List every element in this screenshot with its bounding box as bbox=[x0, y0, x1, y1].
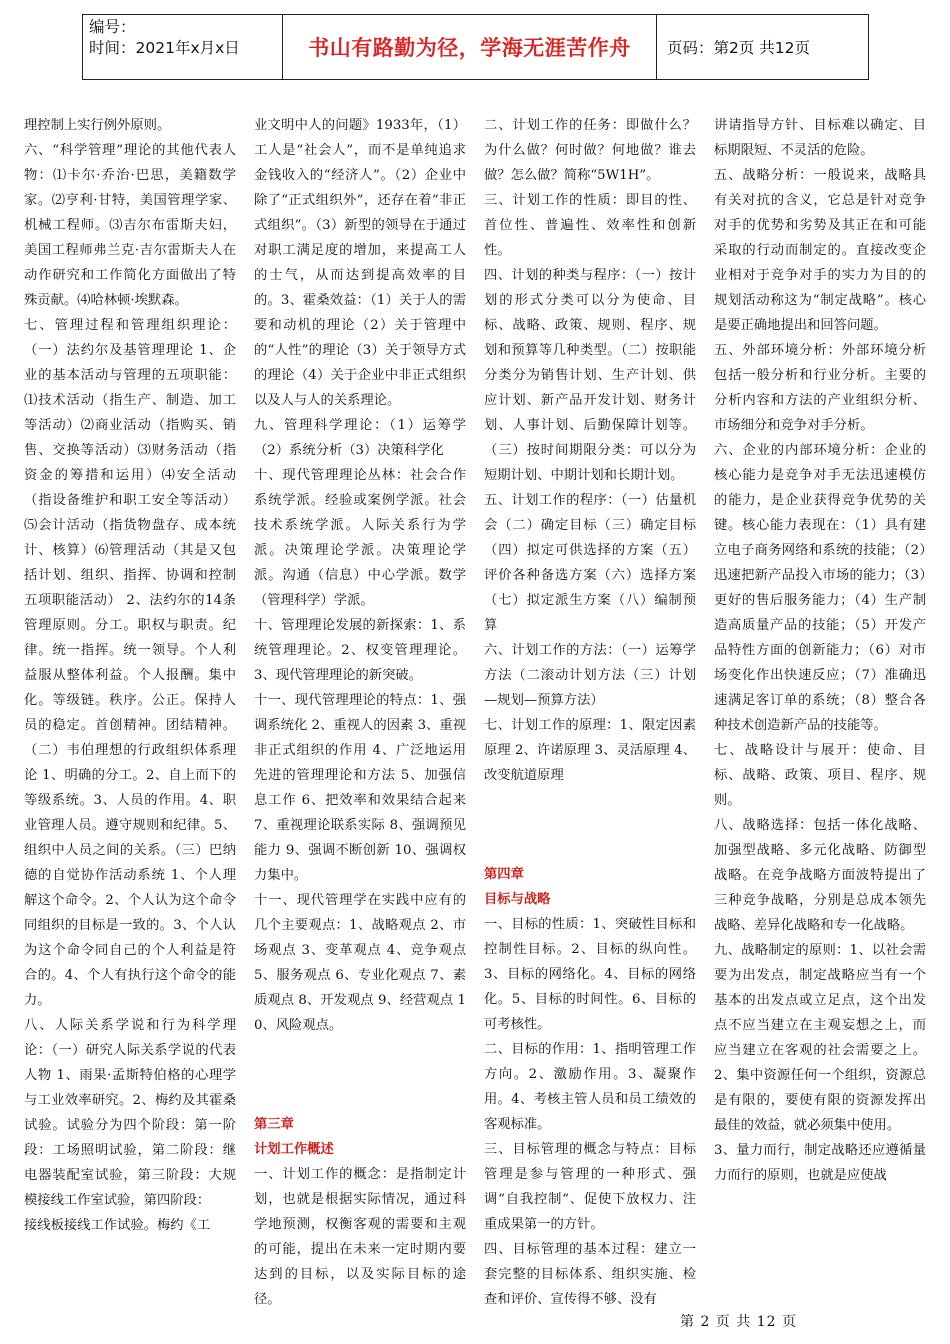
paragraph: 九、战略制定的原则：1、以社会需要为出发点，制定战略应当有一个基本的出发点或立足点，这个出发点不应当建立在主观妄想之上，而应当建立在客观的社会需要之上。2、集中资源任何一个组织，资源总是有限的，要使有限的资源发挥出最佳的效益，就必须集中使用。 bbox=[714, 943, 926, 1133]
header-time-label: 时间：2021年x月x日 bbox=[89, 39, 240, 57]
spacer bbox=[254, 1038, 466, 1112]
paragraph: 四、目标管理的基本过程：建立一套完整的目标体系、组织实施、检查和评价、宣传得不够、没有 bbox=[484, 1242, 696, 1307]
paragraph: 一、目标的性质：1、突破性目标和控制性目标。2、目标的纵向性。3、目标的网络化。4、目标的网络化。5、目标的时间性。6、目标的可考核性。 bbox=[484, 917, 696, 1032]
chapter-title: 计划工作概述 bbox=[254, 1142, 334, 1157]
paragraph: 七、战略设计与展开：使命、目标、战略、政策、项目、程序、规则。 bbox=[714, 743, 926, 808]
text-column-3 bbox=[484, 113, 696, 1312]
text-column-2 bbox=[254, 113, 466, 1312]
paragraph: 六、企业的内部环境分析：企业的核心能力是竞争对手无法迅速模仿的能力，是企业获得竞争优势的关键。核心能力表现在：（1）具有建立电子商务网络和系统的技能；（2）迅速把新产品投入市场的能力；（3）更好的售后服务能力；（4）生产制造高质量产品的技能；（5）开发产品特性方面的创新能力；（6）对市场变化作出快速反应；（7）准确迅速满足客订单的系统；（8）整合各种技术创造新产品的技能等。 bbox=[714, 443, 926, 733]
paragraph: 五、计划工作的程序：（一）估量机会（二）确定目标（三）确定目标（四）拟定可供选择的方案（五）评价各种备选方案（六）选择方案（七）拟定派生方案（八）编制预算 bbox=[484, 493, 696, 633]
paragraph: 十、管理理论发展的新探索：1、系统管理理论。2、权变管理理论。3、现代管理理论的新突破。 bbox=[254, 618, 466, 683]
header-page-info: 页码：第2页 共12页 bbox=[667, 39, 811, 57]
chapter-number: 第三章 bbox=[254, 1117, 294, 1132]
paragraph: 九、管理科学理论：（1）运筹学（2）系统分析（3）决策科学化 bbox=[254, 418, 466, 458]
paragraph: 二、目标的作用：1、指明管理工作方向。2、激励作用。3、凝聚作用。4、考核主管人员和员工绩效的客观标准。 bbox=[484, 1042, 696, 1132]
text-column-4 bbox=[714, 113, 926, 1188]
paragraph: 七、管理过程和管理组织理论：（一）法约尔及基管理理论 1、企业的基本活动与管理的五项职能：⑴技术活动（指生产、制造、加工等活动）⑵商业活动（指购买、销售、交换等活动）⑶财务活动（指资金的筹措和运用）⑷安全活动（指设备维护和职工安全等活动）⑸会计活动（指货物盘存、成本统计、核算）⑹管理活动（其是又包括计划、组织、指挥、协调和控制五项职能活动） 2、法约尔的14条管理原则。分工。职权与职责。纪律。统一指挥。统一领导。个人利益服从整体利益。个人报酬。集中化。等级链。秩序。公正。保持人员的稳定。首创精神。团结精神。（二）韦伯理想的行政组织体系理论 1、明确的分工。2、自上而下的等级系统。3、人员的作用。4、职业管理人员。遵守规则和纪律。5、组织中人员之间的关系。（三）巴纳德的自觉协作活动系统 1、个人理解这个命令。2、个人认为这个命令同组织的目标是一致的。3、个人认为这个命令同自己的个人利益是符合的。4、个人有执行这个命令的能力。 bbox=[24, 318, 236, 1008]
paragraph: 三、计划工作的性质：即目的性、首位性、普遍性、效率性和创新性。 bbox=[484, 193, 696, 258]
paragraph: 六、“科学管理”理论的其他代表人物：⑴卡尔·乔治·巴思，美籍数学家。⑵亨利·甘特，美国管理学家、机械工程师。⑶吉尔布雷斯夫妇，美国工程师弗兰克·吉尔雷斯夫人在动作研究和工作简化方面做出了特殊贡献。⑷哈林顿·埃默森。 bbox=[24, 143, 236, 308]
header-number-label: 编号： bbox=[89, 18, 136, 36]
chapter-title: 目标与战略 bbox=[484, 892, 551, 907]
page-header bbox=[82, 14, 869, 80]
spacer bbox=[484, 788, 696, 862]
paragraph: 三、目标管理的概念与特点：目标管理是参与管理的一种形式、强调“自我控制“、促使下放权力、注重成果第一的方针。 bbox=[484, 1142, 696, 1232]
text-column-1 bbox=[24, 113, 236, 1238]
paragraph: 五、战略分析：一般说来，战略具有关对抗的含义，它总是针对竞争对手的优势和劣势及其正在和可能采取的行动而制定的。直接改变企业相对于竞争对手的实力为目的的规划活动称这为“制定战略”。核心是要正确地提出和回答问题。 bbox=[714, 168, 926, 333]
chapter-number: 第四章 bbox=[484, 867, 524, 882]
paragraph: 业文明中人的问题》1933年，（1）工人是“社会人”，而不是单纯追求金钱收入的“经济人”。（2）企业中除了“正式组织外”，还存在着“非正式组织”。（3）新型的领导在于通过对职工满足度的增加，来提高工人的士气，从而达到提高效率的目的。3、霍桑效益：（1）关于人的需要和动机的理论（2）关于管理中的“人性”的理论（3）关于领导方式的理论（4）关于企业中非正式组织以及人与人的关系理论。 bbox=[254, 118, 466, 408]
paragraph: 十一、现代管理学在实践中应有的几个主要观点：1、战略观点 2、市场观点 3、变革观点 4、竞争观点 5、服务观点 6、专业化观点 7、素质观点 8、开发观点 9、经营观点 10、风险观点。 bbox=[254, 893, 466, 1033]
paragraph: 十一、现代管理理论的特点：1、强调系统化 2、重视人的因素 3、重视非正式组织的作用 4、广泛地运用先进的管理理论和方法 5、加强信息工作 6、把效率和效果结合起来 7、重视理论联系实际 8、强调预见能力 9、强调不断创新 10、强调权力集中。 bbox=[254, 693, 466, 883]
paragraph: 四、计划的种类与程序：（一）按计划的形式分类可以分为使命、目标、战略、政策、规则、程序、规划和预算等几种类型。（二）按职能分类分为销售计划、生产计划、供应计划、新产品开发计划、财务计划、人事计划、后勤保障计划等。（三）按时间期限分类：可以分为短期计划、中期计划和长期计划。 bbox=[484, 268, 696, 483]
paragraph: 一、计划工作的概念：是指制定计划，也就是根据实际情况，通过科学地预测，权衡客观的需要和主观的可能，提出在未来一定时期内要达到的目标，以及实际目标的途径。 bbox=[254, 1167, 466, 1307]
paragraph: 3、量力而行，制定战略还应遵循量力而行的原则，也就是应使战 bbox=[714, 1143, 926, 1183]
paragraph: 八、人际关系学说和行为科学理论：（一）研究人际关系学说的代表人物 1、雨果·孟斯特伯格的心理学与工业效率研究。2、梅约及其霍桑试验。试验分为四个阶段：第一阶段：工场照明试验，第二阶段：继电器装配室试验，第三阶段：大规模接线工作室试验，第四阶段： bbox=[24, 1018, 236, 1208]
paragraph: 八、战略选择：包括一体化战略、加强型战略、多元化战略、防御型战略。在竞争战略方面波特提出了三种竞争战略，分别是总成本领先战略、差异化战略和专一化战略。 bbox=[714, 818, 926, 933]
paragraph: 接线板接线工作试验。梅约《工 bbox=[24, 1218, 211, 1233]
page-footer: 第 2 页 共 12 页 bbox=[680, 1314, 797, 1330]
paragraph: 二、计划工作的任务：即做什么？为什么做？何时做？何地做？谁去做？怎么做？简称“5W1H”。 bbox=[484, 118, 696, 183]
paragraph: 五、外部环境分析：外部环境分析包括一般分析和行业分析。主要的分析内容和方法的产业组织分析、市场细分和竞争对手分析。 bbox=[714, 343, 926, 433]
paragraph: 理控制上实行例外原则。 bbox=[24, 118, 171, 133]
header-motto: 书山有路勤为径，学海无涯苦作舟 bbox=[283, 15, 657, 79]
paragraph: 讲请指导方针、目标难以确定、目标期限短、不灵活的危险。 bbox=[714, 118, 926, 158]
paragraph: 十、现代管理理论丛林：社会合作系统学派。经验或案例学派。社会技术系统学派。人际关系行为学派。决策理论学派。决策理论学派。沟通（信息）中心学派。数学（管理科学）学派。 bbox=[254, 468, 466, 608]
paragraph: 六、计划工作的方法：（一）运筹学方法（二滚动计划方法（三）计划—规划—预算方法） bbox=[484, 643, 696, 708]
paragraph: 七、计划工作的原理：1、限定因素原理 2、许诺原理 3、灵活原理 4、改变航道原理 bbox=[484, 718, 696, 783]
header-meta bbox=[83, 15, 283, 79]
